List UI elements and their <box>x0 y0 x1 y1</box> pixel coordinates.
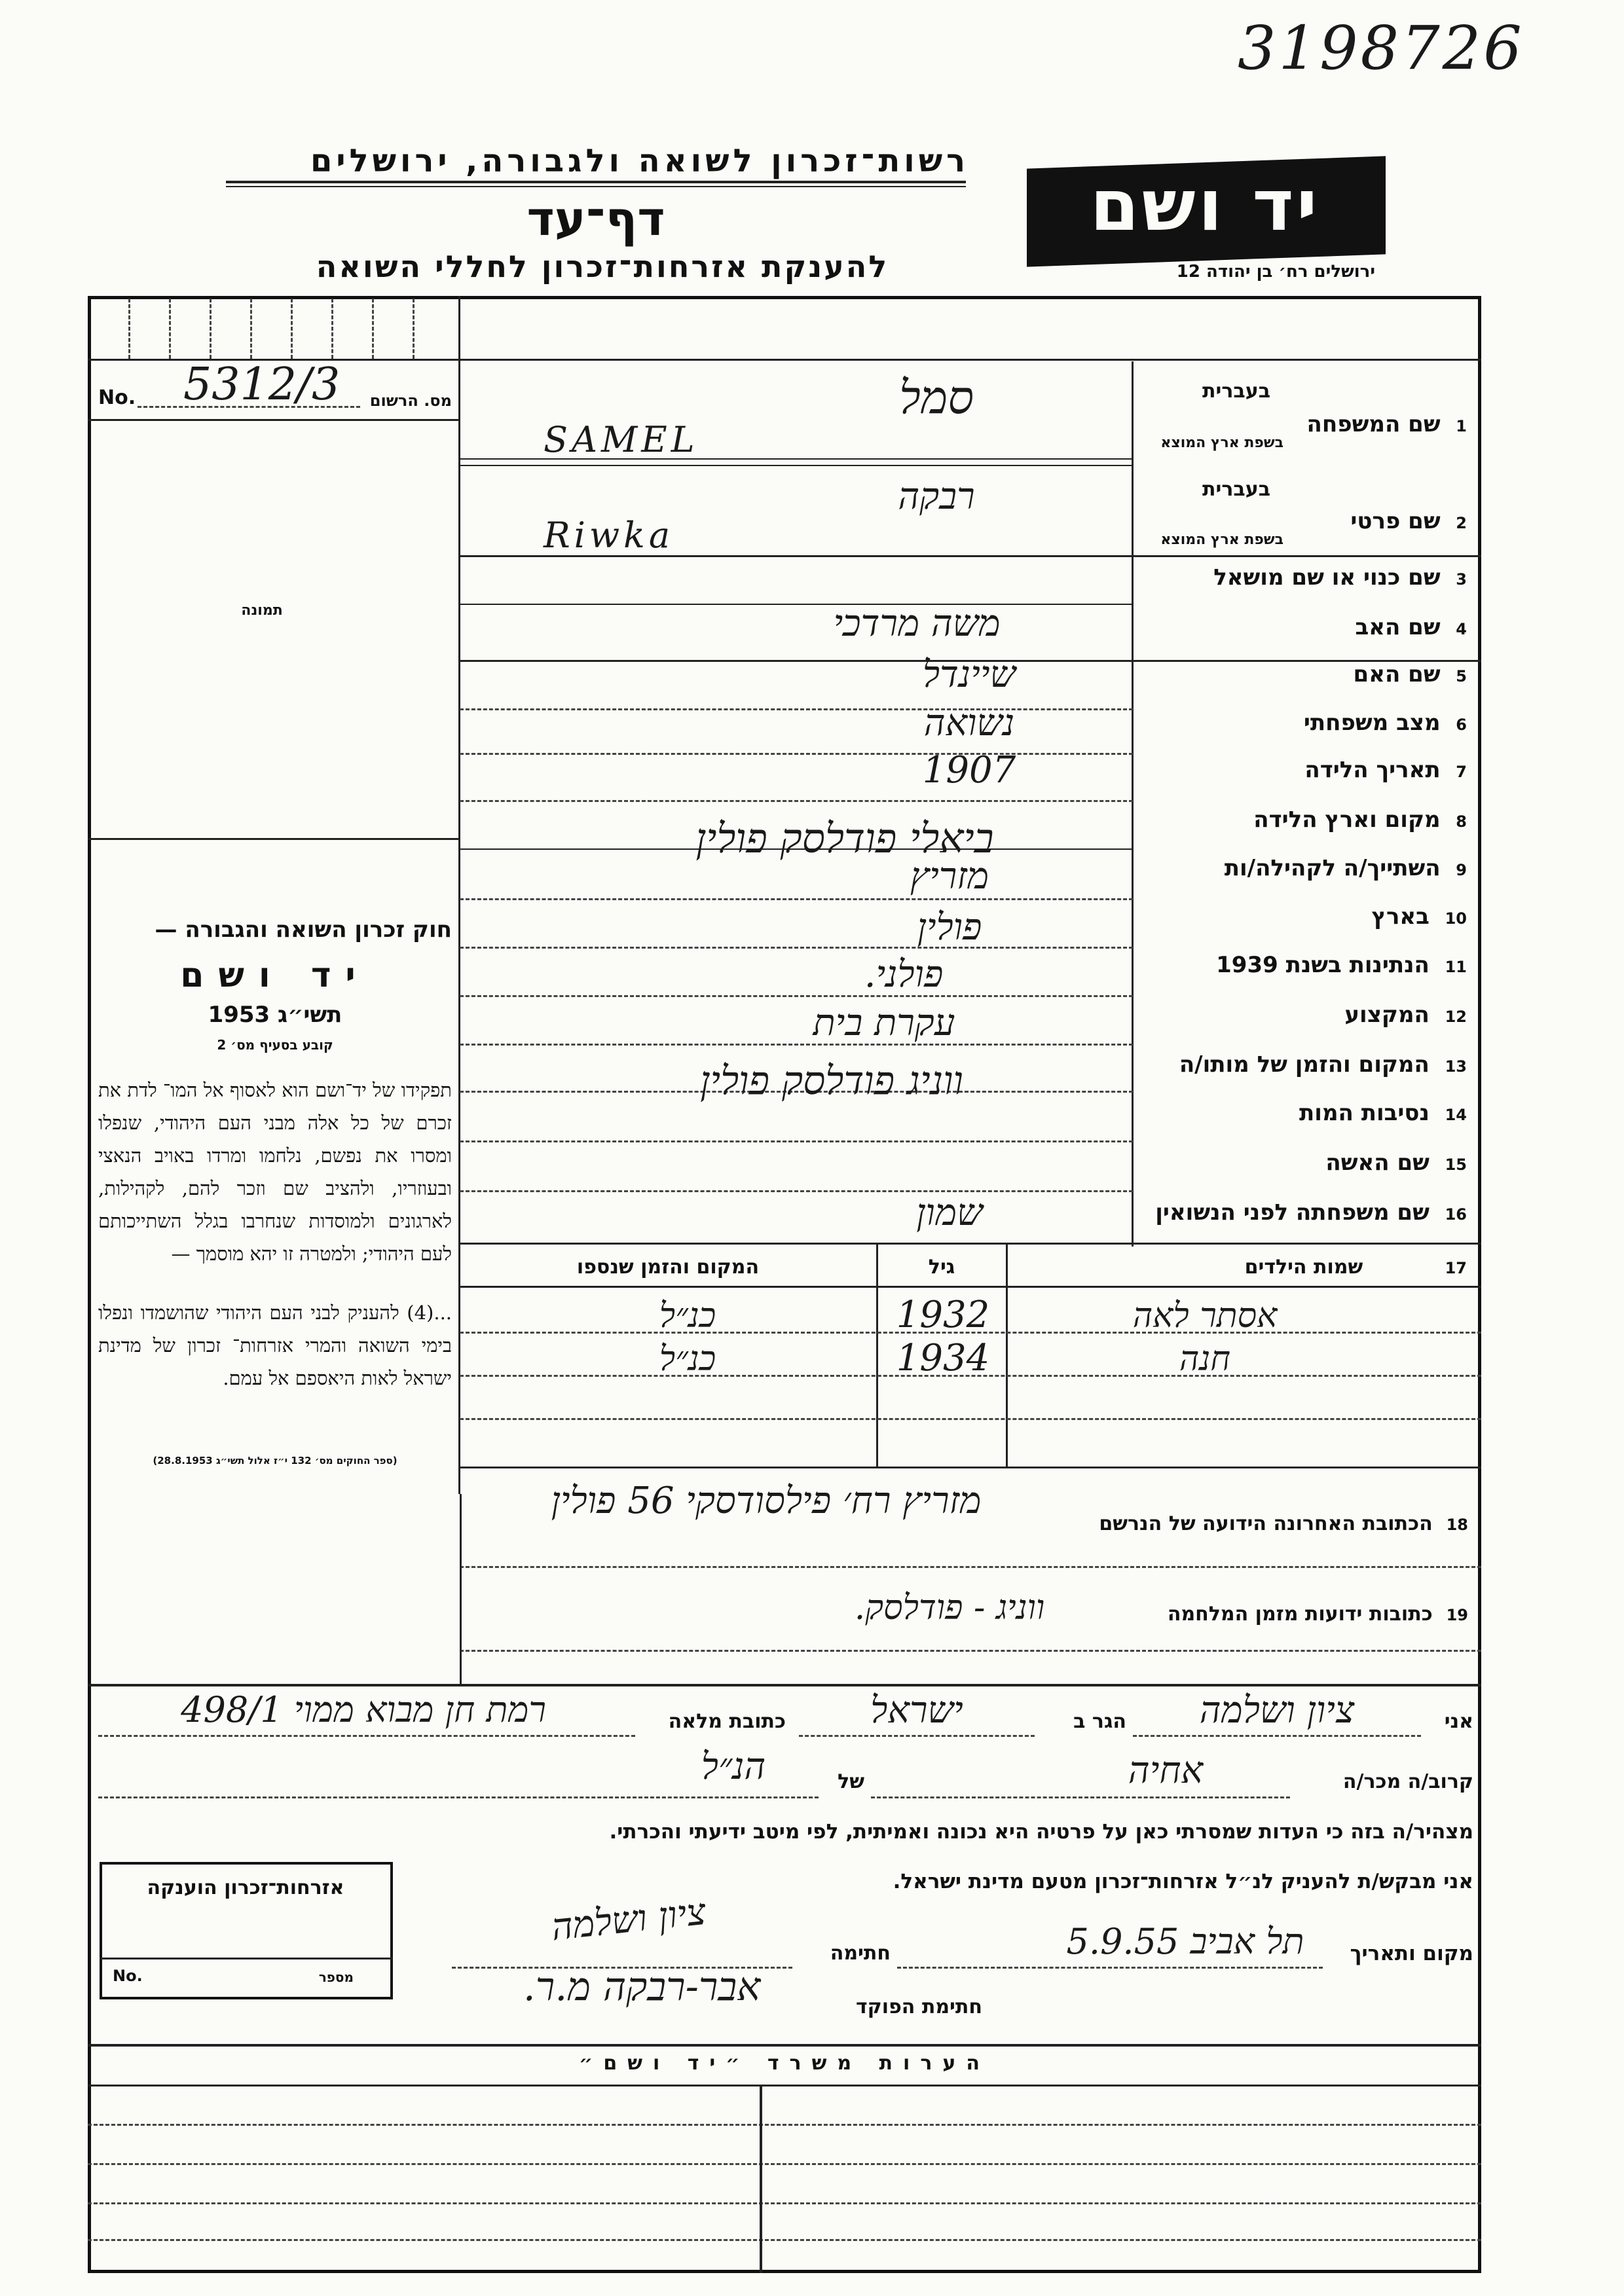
child-1-age: 1932 <box>896 1294 990 1336</box>
address-guide-2 <box>460 1650 1481 1652</box>
law-text-1: תפקידו של יד־ושם הוא לאסוף אל המו־ לדת את זכרם של כל אלה מבני העם היהודי, שנפלו ומסרו את נפשם, נלחמו ומרדו באויב הנאצי ובעוזריו, ולהציב שם וזכר להם, לקהילות, לארגונים ולמוסדות שנחרבו בגלל השתייכותם לעם היהודי; ולמטרה זו יהא מוסמך — <box>98 1079 452 1265</box>
reg-bottom-line <box>88 419 460 421</box>
field-1-label: 1 שם המשפחה <box>1306 411 1467 437</box>
field-9-label: 9 השתייך/ה לקהילה/ות <box>1224 855 1467 881</box>
field-3-label: 3 שם כנוי או שם מושאל <box>1213 564 1467 591</box>
notes-row-4 <box>88 2239 1481 2241</box>
officer-signature: אבר-רבקה מ.ר. <box>523 1964 761 2010</box>
relation-line <box>871 1796 1290 1798</box>
field-11-value: פולני. <box>864 953 944 996</box>
declaration-top-line <box>88 1684 1481 1686</box>
children-names-header: 17 שמות הילדים <box>1244 1256 1467 1279</box>
field-10-value: פולין <box>917 906 982 949</box>
children-place-header: המקום והזמן שנספו <box>576 1256 760 1279</box>
notes-row-3 <box>88 2202 1481 2204</box>
field-4-label: 4 שם האב <box>1355 614 1467 640</box>
declarant-name-line <box>1133 1735 1421 1737</box>
row16-bottom <box>460 1243 1481 1245</box>
notes-divider <box>760 2086 762 2273</box>
authority-underline-2 <box>226 186 966 187</box>
field-1-value-hebrew: סמל <box>898 371 974 424</box>
field-1-sub-hebrew: בעברית <box>1202 380 1270 403</box>
photo-bottom-line <box>88 838 460 840</box>
box-div-5 <box>291 299 293 359</box>
address-left-border <box>460 1494 462 1684</box>
logo-text: יד ושם <box>1090 165 1320 247</box>
war-address-value: ווניג - פודלסק. <box>854 1588 1045 1628</box>
reg-no-label: No. <box>98 386 136 409</box>
law-title: חוק זכרון השואה והגבורה — <box>155 917 452 943</box>
child-1-place: כנ״ל <box>659 1296 716 1336</box>
children-row-3 <box>460 1418 1481 1420</box>
law-source: (ספר החוקים מס׳ 132 י״ז אלול תשי״ג 28.8.1953) <box>153 1455 397 1467</box>
declarant-i-label: אני <box>1444 1710 1473 1733</box>
box-div-4 <box>250 299 252 359</box>
field-4-value: משה מרדכי <box>833 602 1001 645</box>
children-age-header: גיל <box>928 1256 955 1279</box>
addresses-top-line <box>460 1467 1481 1468</box>
relation-value: אחיה <box>1128 1749 1204 1792</box>
office-notes-label: הערות משרד ״יד ושם״ <box>579 2052 990 2075</box>
field-14-label: 14 נסיבות המות <box>1299 1100 1467 1126</box>
field-13-value: ווניג פודלסק פולין <box>700 1058 963 1104</box>
field-16-value: שמון <box>916 1192 983 1234</box>
box-div-3 <box>210 299 212 359</box>
law-year: תשי״ג 1953 <box>208 1002 342 1028</box>
field-2-value-hebrew: רבקה <box>898 475 975 518</box>
box-div-2 <box>169 299 171 359</box>
field-16-label: 16 שם משפחתה לפני הנשואין <box>1155 1199 1467 1226</box>
last-address-label: 18 הכתובת האחרונה הידועה של הנרשם <box>1099 1512 1468 1535</box>
authority-underline <box>226 181 966 183</box>
law-section: קובע בסעיף מס׳ 2 <box>217 1037 333 1053</box>
child-1-name: אסתר לאה <box>1132 1296 1278 1336</box>
field-8-label: 8 מקום וארץ הלידה <box>1253 807 1467 833</box>
field-12-label: 12 המקצוע <box>1344 1002 1467 1028</box>
law-text-2: ...(4) להעניק לבני העם היהודי שהושמדו ונפלו בימי השואה והמרי אזרחות־ זכרון של מדינת ישראל לאות היאספם אל עמם. <box>98 1302 452 1389</box>
place-date-line <box>897 1967 1323 1969</box>
field-12-value: עקרת בית <box>813 1002 955 1044</box>
citizenship-box-line <box>100 1958 393 1959</box>
law-name: יד ושם <box>180 956 370 995</box>
last-address-value: מזריץ רח׳ פילסודסקי 56 פולין <box>551 1480 982 1522</box>
field-7-value: 1907 <box>922 749 1016 792</box>
document-title: דף־עד <box>526 191 665 246</box>
place-date-value: תל אביב 5.9.55 <box>1066 1921 1304 1962</box>
request-text: אני מבקש/ת להעניק לנ״ל אזרחות־זכרון מטעם מדינת ישראל. <box>893 1870 1473 1893</box>
field-10-label: 10 בארץ <box>1371 903 1467 930</box>
reg-label: מס. הרשום <box>369 392 452 410</box>
notes-top-line <box>88 2044 1481 2047</box>
officer-label: חתימת הפוקד <box>856 1995 982 2018</box>
signature-label: חתימה <box>830 1942 891 1965</box>
reg-number: 5312/3 <box>183 359 341 410</box>
of-line <box>98 1796 819 1798</box>
citizenship-no-label: No. <box>113 1967 143 1985</box>
guide-13 <box>460 1140 1133 1142</box>
field-7-label: 7 תאריך הלידה <box>1304 757 1467 783</box>
field-13-label: 13 המקום והזמן של מותו/ה <box>1179 1051 1467 1078</box>
field-2-sub-hebrew: בעברית <box>1202 478 1270 501</box>
declarant-city: ישראל <box>870 1689 963 1732</box>
declarant-address: רמת חן מבוא ממוי 498/1 <box>181 1689 546 1730</box>
declarant-resides-label: הגר ב <box>1073 1710 1126 1733</box>
authority-heading: רשות־זכרון לשואה ולגבורה, ירושלים <box>310 143 969 179</box>
children-col-2 <box>1006 1244 1008 1467</box>
address-guide-1 <box>460 1566 1481 1568</box>
row1-split <box>460 465 1133 466</box>
labels-column-divider <box>1132 361 1134 1247</box>
child-2-name: חנה <box>1179 1339 1231 1379</box>
box-div-1 <box>128 299 130 359</box>
of-value: הנ״ל <box>701 1745 766 1788</box>
box-div-6 <box>331 299 333 359</box>
declarant-address-label: כתובת מלאה <box>668 1710 786 1733</box>
left-column-divider <box>458 296 460 1494</box>
war-address-label: 19 כתובות ידועות מזמן המלחמה <box>1167 1603 1468 1626</box>
field-1-sub-origin: בשפת ארץ המוצא <box>1160 435 1283 451</box>
declarant-name: ציון ושלמה <box>1199 1689 1355 1732</box>
box-div-7 <box>372 299 374 359</box>
field-2-label: 2 שם פרטי <box>1350 508 1467 534</box>
photo-label: תמונה <box>241 602 283 619</box>
of-label: של <box>838 1770 864 1793</box>
declaration-text: מצהיר/ה בזה כי העדות שמסרתי כאן על פרטיה היא נכונה ואמיתית, לפי מיטב ידיעתי והכרתי. <box>609 1820 1473 1844</box>
field-15-label: 15 שם האשה <box>1325 1150 1467 1176</box>
field-9-value: מזריץ <box>910 855 989 898</box>
place-date-label: מקום ותאריך <box>1350 1942 1473 1965</box>
field-5-value: שיינדל <box>922 653 1016 696</box>
archive-number: 3198726 <box>1238 13 1524 83</box>
guide-8 <box>460 898 1133 900</box>
citizenship-number-label: מספר <box>318 1969 354 1985</box>
children-header-line <box>460 1286 1481 1288</box>
field-6-value: נשואה <box>923 702 1015 744</box>
citizenship-box-title: אזרחות־זכרון הוענקה <box>147 1876 344 1899</box>
declarant-signature: ציון ושלמה <box>549 1890 709 1950</box>
field-8-value: ביאלי פודלסק פולין <box>695 814 994 862</box>
document-subtitle: להענקת אזרחות־זכרון לחללי השואה <box>316 249 889 284</box>
guide-5 <box>460 800 1133 802</box>
child-2-age: 1934 <box>896 1337 990 1379</box>
declarant-city-line <box>799 1735 1035 1737</box>
notes-header-line <box>88 2085 1481 2086</box>
field-2-value-latin: Riwka <box>544 515 674 556</box>
logo-address: ירושלים רח׳ בן יהודה 12 <box>1176 262 1375 282</box>
notes-row-2 <box>88 2163 1481 2165</box>
notes-row-1 <box>88 2124 1481 2126</box>
child-2-place: כנ״ל <box>659 1339 716 1379</box>
field-6-label: 6 מצב משפחתי <box>1303 710 1467 736</box>
field-5-label: 5 שם האם <box>1353 661 1467 687</box>
field-2-sub-origin: בשפת ארץ המוצא <box>1160 532 1283 548</box>
field-11-label: 11 הנתינות בשנת 1939 <box>1216 952 1467 978</box>
field-1-value-latin: SAMEL <box>544 419 699 460</box>
box-div-8 <box>413 299 415 359</box>
relation-label: קרוב/ה מכר/ה <box>1342 1770 1473 1793</box>
declarant-address-line <box>98 1735 635 1737</box>
